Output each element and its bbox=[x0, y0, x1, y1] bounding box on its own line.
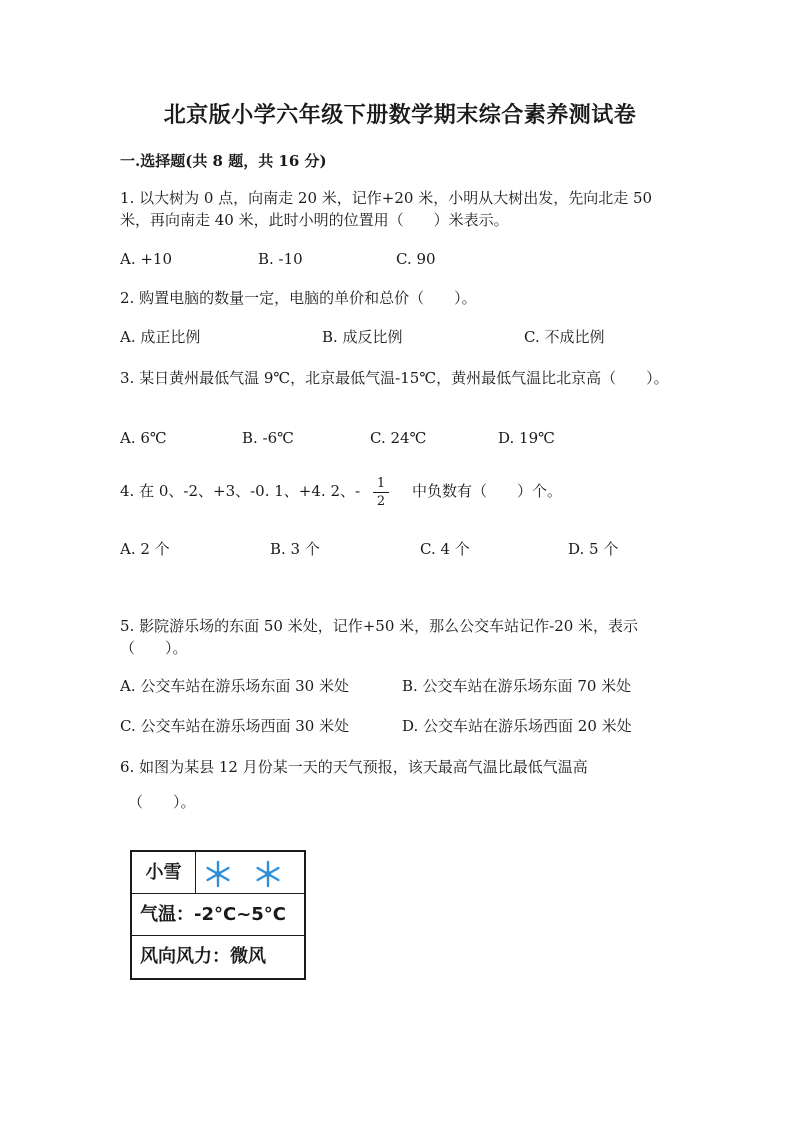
question-6: 6. 如图为某县 12 月份某一天的天气预报，该天最高气温比最低气温高 bbox=[120, 758, 588, 776]
fraction-numerator: 1 bbox=[376, 476, 386, 491]
question-6-blank: （ ）。 bbox=[128, 793, 196, 811]
weather-row-wind bbox=[132, 936, 304, 980]
snowflake-icon bbox=[204, 860, 232, 888]
weather-condition: 小雪 bbox=[132, 852, 196, 894]
question-5: 5. 影院游乐场的东面 50 米处，记作+50 米，那么公交车站记作-20 米，表示（ ）。 bbox=[120, 617, 639, 657]
question-1: 1. 以大树为 0 点，向南走 20 米，记作+20 米，小明从大树出发，先向北走 50 米，再向南走 40 米，此时小明的位置用（ ）米表示。 bbox=[120, 189, 653, 229]
q4-option-a[interactable]: A. 2 个 bbox=[120, 540, 170, 558]
q5-option-a[interactable]: A. 公交车站在游乐场东面 30 米处 bbox=[120, 677, 349, 695]
weather-row-condition bbox=[132, 852, 304, 894]
question-4-prefix: 4. 在 0、-2、+3、-0. 1、+4. 2、- bbox=[120, 482, 361, 500]
q1-option-b[interactable]: B. -10 bbox=[258, 250, 303, 268]
q2-option-c[interactable]: C. 不成比例 bbox=[524, 328, 605, 346]
q5-option-c[interactable]: C. 公交车站在游乐场西面 30 米处 bbox=[120, 717, 350, 735]
weather-temperature: 气温：-2°C~5°C bbox=[140, 904, 287, 925]
weather-forecast-card bbox=[130, 850, 306, 980]
q5-option-b[interactable]: B. 公交车站在游乐场东面 70 米处 bbox=[402, 677, 632, 695]
fraction-bar bbox=[373, 492, 389, 493]
snowflake-icon bbox=[254, 860, 282, 888]
question-2: 2. 购置电脑的数量一定，电脑的单价和总价（ ）。 bbox=[120, 289, 477, 307]
q2-option-a[interactable]: A. 成正比例 bbox=[120, 328, 201, 346]
q4-option-c[interactable]: C. 4 个 bbox=[420, 540, 470, 558]
weather-row-temperature bbox=[132, 894, 304, 936]
weather-wind: 风向风力：微风 bbox=[140, 946, 266, 967]
q3-option-c[interactable]: C. 24℃ bbox=[370, 429, 427, 447]
q1-option-c[interactable]: C. 90 bbox=[396, 250, 436, 268]
q4-option-b[interactable]: B. 3 个 bbox=[270, 540, 320, 558]
q3-option-b[interactable]: B. -6℃ bbox=[242, 429, 294, 447]
fraction-denominator: 2 bbox=[376, 494, 386, 509]
q3-option-a[interactable]: A. 6℃ bbox=[120, 429, 167, 447]
q3-option-d[interactable]: D. 19℃ bbox=[498, 429, 555, 447]
question-3: 3. 某日黄州最低气温 9℃，北京最低气温-15℃，黄州最低气温比北京高（ ）。 bbox=[120, 369, 669, 387]
question-4-suffix: 中负数有（ ）个。 bbox=[412, 482, 563, 500]
q1-option-a[interactable]: A. +10 bbox=[120, 250, 173, 268]
q4-option-d[interactable]: D. 5 个 bbox=[568, 540, 619, 558]
section-heading: 一.选择题(共 8 题，共 16 分) bbox=[120, 152, 327, 170]
page-title: 北京版小学六年级下册数学期末综合素养测试卷 bbox=[163, 102, 637, 128]
q2-option-b[interactable]: B. 成反比例 bbox=[322, 328, 403, 346]
q5-option-d[interactable]: D. 公交车站在游乐场西面 20 米处 bbox=[402, 717, 632, 735]
fraction-one-half bbox=[373, 476, 389, 509]
